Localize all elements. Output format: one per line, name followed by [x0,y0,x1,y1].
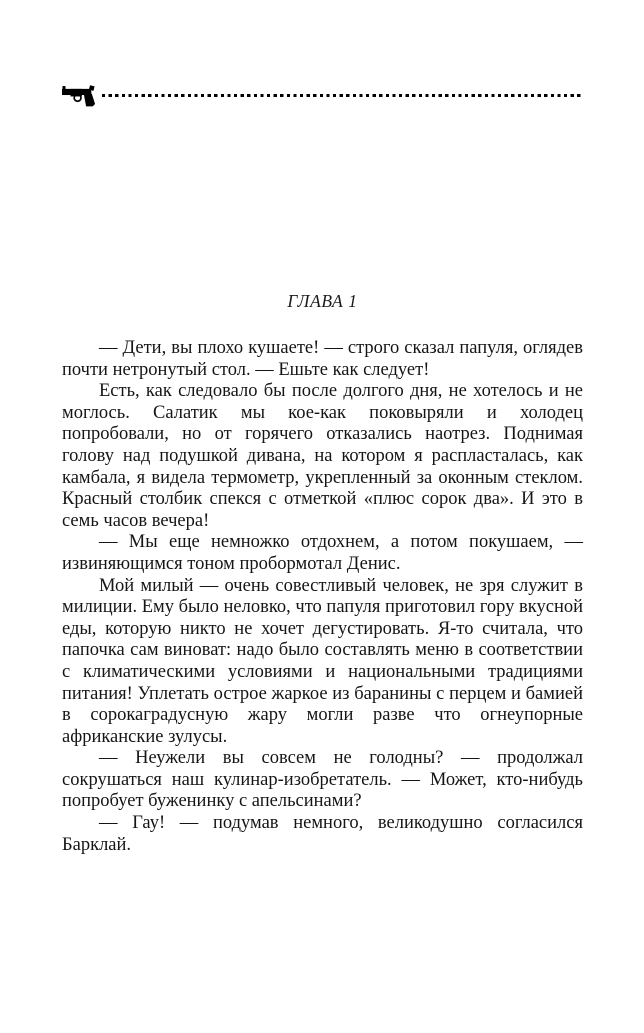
chapter-ornament [62,84,583,107]
paragraph: — Неужели вы совсем не голодны? — продолжал сокрушаться наш кулинар-изобретатель. — Может, кто-нибудь попробует буженинку с апельсинами? [62,748,583,812]
paragraph: — Гау! — подумав немного, великодушно согласился Барклай. [62,813,583,855]
body-text [62,338,583,856]
paragraph: Мой милый — очень совестливый человек, не зря служит в милиции. Ему было неловко, что папуля приготовил гору вкусной еды, которую никто не хочет дегустировать. Я-то считала, что папочка сам виноват: надо было составлять меню в соответствии с климатическими условиями и национальными традициями питания! Уплетать острое жаркое из баранины с перцем и бамией в сорокаградусную жару могли разве что огнеупорные африканские зулусы. [62,575,583,747]
revolver-icon [62,84,96,107]
paragraph: Есть, как следовало бы после долгого дня, не хотелось и не моглось. Салатик мы кое-как поковыряли и холодец попробовали, но от горячего отказались наотрез. Поднимая голову над подушкой дивана, на котором я распласталась, как камбала, я видела термометр, укрепленный за оконным стеклом. Красный столбик спекся с отметкой «плюс сорок два». И это в семь часов вечера! [62,381,583,531]
paragraph: — Мы еще немножко отдохнем, а потом покушаем, — извиняющимся тоном пробормотал Денис. [62,532,583,574]
paragraph: — Дети, вы плохо кушаете! — строго сказал папуля, оглядев почти нетронутый стол. — Ешьте как следует! [62,338,583,380]
dotted-rule [102,94,583,98]
chapter-title: ГЛАВА 1 [287,291,358,311]
